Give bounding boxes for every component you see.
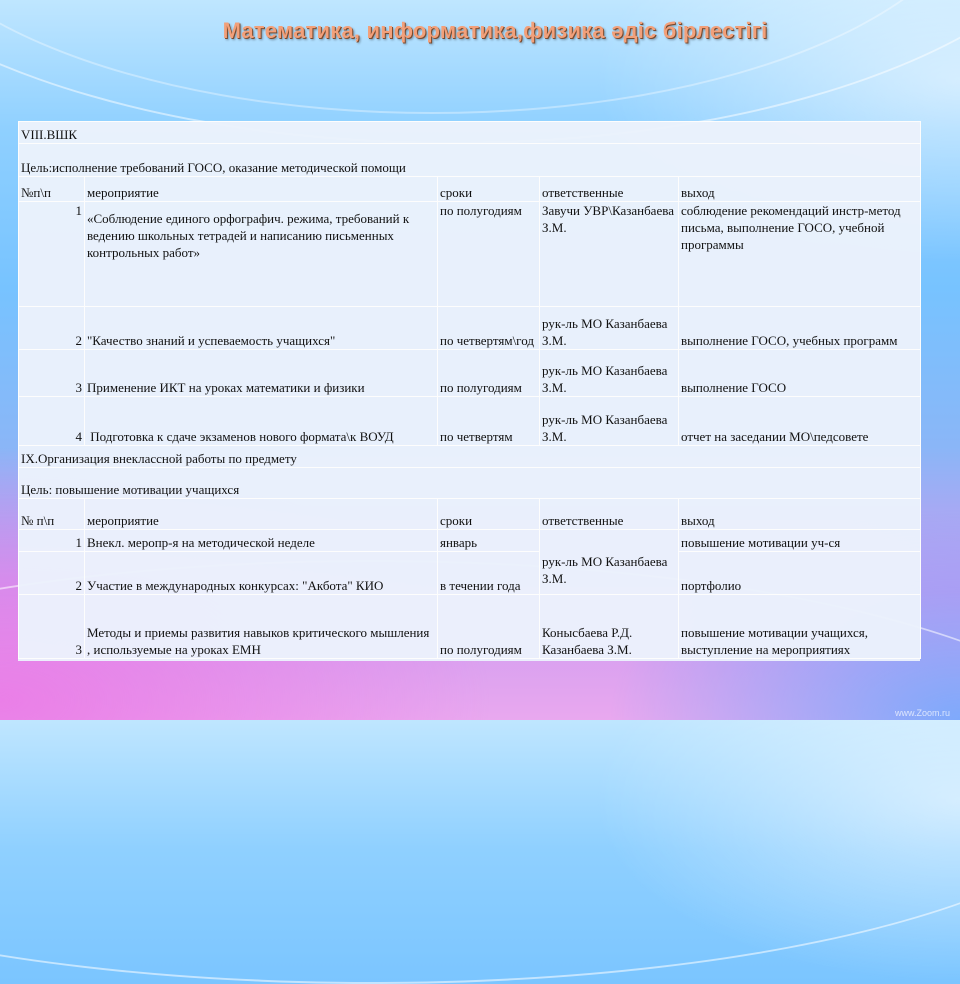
row-number: 4 [19,397,85,446]
row-term: январь [438,530,540,552]
row-term: по четвертям [438,397,540,446]
column-header: ответственные [540,177,679,202]
column-header: выход [679,499,921,530]
row-output: выполнение ГОСО, учебных программ [679,307,921,350]
column-header: мероприятие [85,177,438,202]
row-event: Подготовка к сдаче экзаменов нового формата\к ВОУД [85,397,438,446]
section-goal: Цель: повышение мотивации учащихся [19,468,921,499]
row-number: 2 [19,552,85,595]
row-number: 2 [19,307,85,350]
row-event: "Качество знаний и успеваемость учащихся" [85,307,438,350]
row-term: по полугодиям [438,202,540,307]
table-row [19,202,921,307]
row-responsible: рук-ль МО Казанбаева З.М. [540,307,679,350]
row-number: 3 [19,595,85,659]
section-goal-row [19,144,921,177]
section-heading-row [19,446,921,468]
section-heading: VIII.ВШК [19,122,921,144]
slide-title: Математика, информатика,физика әдіс бірлестігі [222,18,768,43]
section-goal-row [19,468,921,499]
row-number: 3 [19,350,85,397]
column-header: № п\п [19,499,85,530]
table-row [19,552,921,595]
column-header: выход [679,177,921,202]
row-term: в течении года [438,552,540,595]
column-header: №п\п [19,177,85,202]
row-responsible: Конысбаева Р.Д. Казанбаева З.М. [540,595,679,659]
row-event: Участие в международных конкурсах: "Акбота" КИО [85,552,438,595]
column-header: сроки [438,499,540,530]
section-goal: Цель:исполнение требований ГОСО, оказание методической помощи [19,144,921,177]
row-event: Применение ИКТ на уроках математики и физики [85,350,438,397]
row-responsible: Завучи УВР\Казанбаева З.М. [540,202,679,307]
section-heading-row [19,122,921,144]
row-event: Методы и приемы развития навыков критического мышления , используемые на уроках ЕМН [85,595,438,659]
row-event: «Соблюдение единого орфографич. режима, требований к ведению школьных тетрадей и написанию письменных контрольных работ» [85,202,438,307]
row-output: соблюдение рекомендаций инстр-метод письма, выполнение ГОСО, учебной программы [679,202,921,307]
table-row [19,530,921,552]
column-header: ответственные [540,499,679,530]
table-row [19,307,921,350]
row-responsible: рук-ль МО Казанбаева З.М. [540,397,679,446]
table-row [19,350,921,397]
row-output: выполнение ГОСО [679,350,921,397]
row-output: повышение мотивации уч-ся [679,530,921,552]
row-number: 1 [19,530,85,552]
row-term: по четвертям\год [438,307,540,350]
column-header-row [19,499,921,530]
row-output: отчет на заседании МО\педсовете [679,397,921,446]
row-output: повышение мотивации учащихся, выступление на мероприятиях [679,595,921,659]
row-output: портфолио [679,552,921,595]
section-heading: IX.Организация внеклассной работы по предмету [19,446,921,468]
watermark: www.Zoom.ru [894,708,950,718]
table-row [19,397,921,446]
column-header-row [19,177,921,202]
row-responsible: рук-ль МО Казанбаева З.М. [540,350,679,397]
row-event: Внекл. меропр-я на методической неделе [85,530,438,552]
plan-table-container [18,121,920,661]
row-term: по полугодиям [438,595,540,659]
row-term: по полугодиям [438,350,540,397]
column-header: сроки [438,177,540,202]
row-number: 1 [19,202,85,307]
row-responsible-merged: рук-ль МО Казанбаева З.М. [540,530,679,595]
plan-table [18,121,921,659]
column-header: мероприятие [85,499,438,530]
table-row [19,595,921,659]
